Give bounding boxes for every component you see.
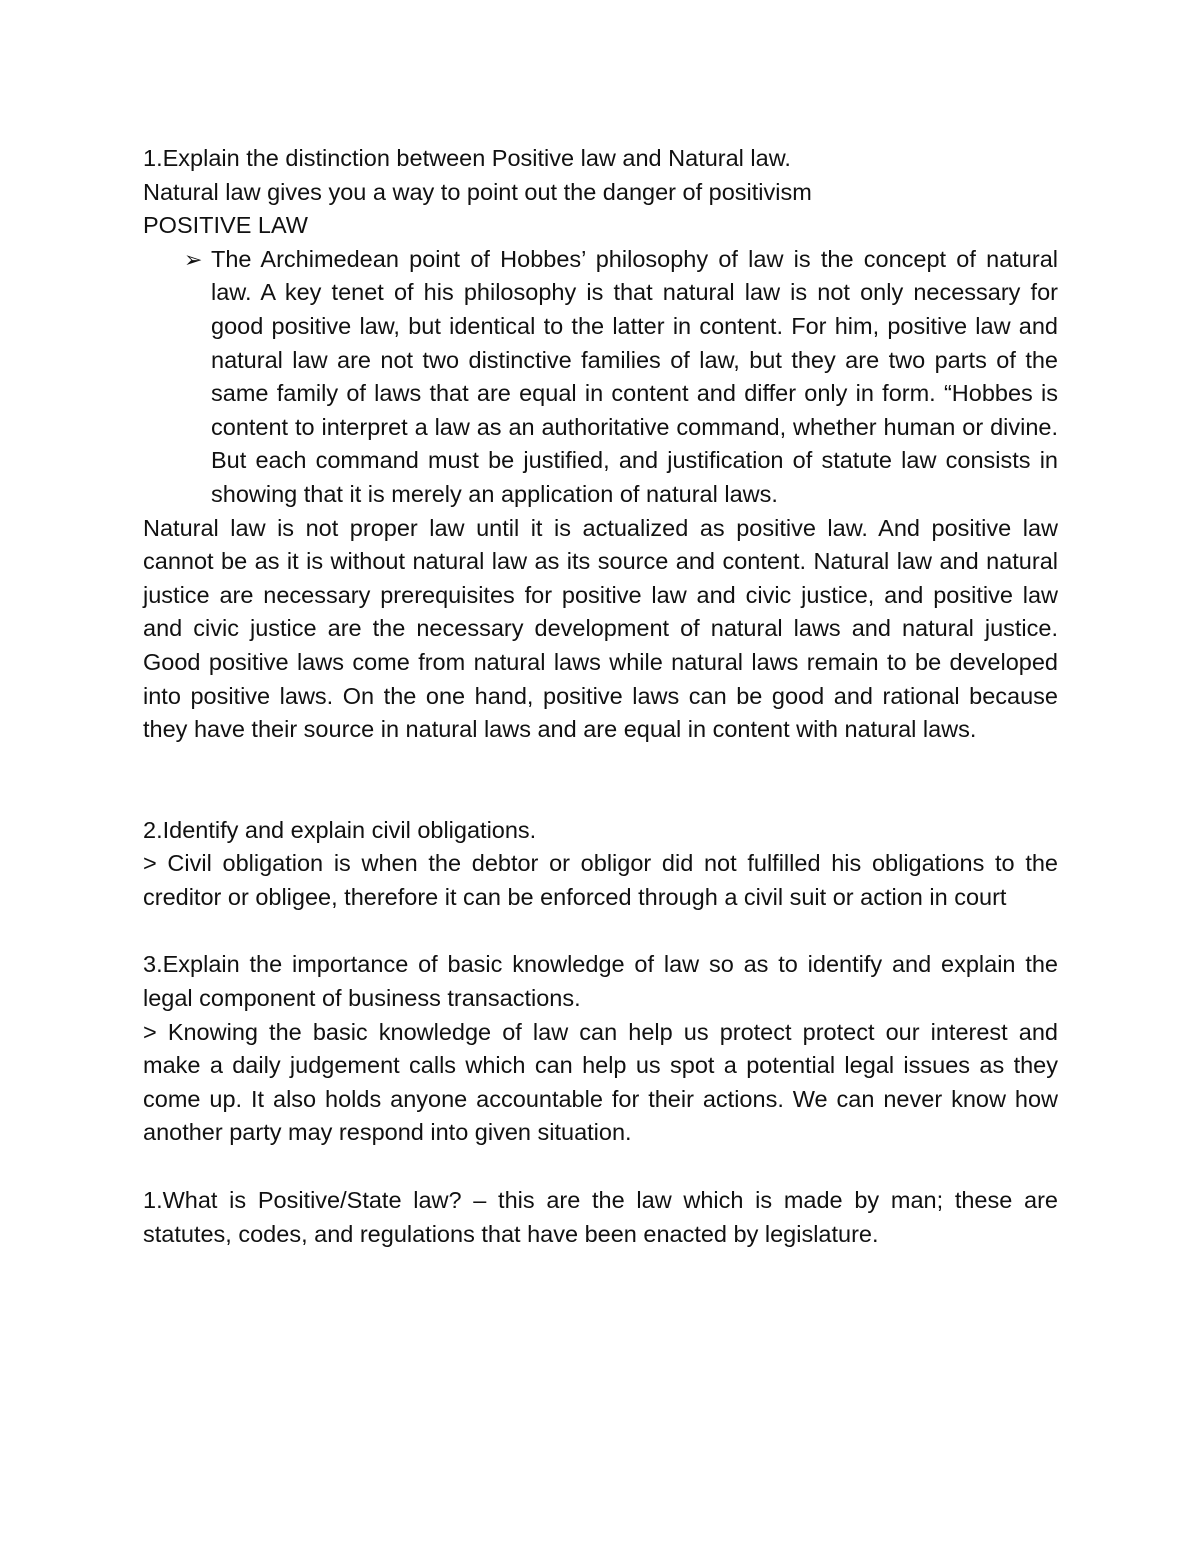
spacer xyxy=(143,747,1058,814)
spacer xyxy=(143,1150,1058,1184)
question-3-heading: 3.Explain the importance of basic knowledge of law so as to identify and explain the legal component of business transactions. xyxy=(143,951,1058,1012)
bullet-item xyxy=(143,243,1058,512)
question-3-answer: > Knowing the basic knowledge of law can help us protect protect our interest and make a daily judgement calls which can help us spot a potential legal issues as they come up. It also holds anyone accountable for their actions. We can never know how another party may respond into given situation. xyxy=(143,1018,1058,1146)
question-2-heading: 2.Identify and explain civil obligations. xyxy=(143,816,537,843)
question-4-text: 1.What is Positive/State law? – this are the law which is made by man; these are statutes, codes, and regulations that have been enacted by legislature. xyxy=(143,1187,1058,1247)
positive-law-heading: POSITIVE LAW xyxy=(143,212,308,239)
arrow-bullet-icon: ➢ xyxy=(184,246,203,272)
question-1-intro: Natural law gives you a way to point out the danger of positivism xyxy=(143,178,812,205)
question-1-paragraph: Natural law is not proper law until it is actualized as positive law. And positive law cannot be as it is without natural law as its source and content. Natural law and natural justice are necessary prerequisites for positive law and civic justice, and positive law and civic justice are the necessary development of natural laws and natural justice. Good positive laws come from natural laws while natural laws remain to be developed into positive laws. On the one hand, positive laws can be good and rational because they have their source in natural laws and are equal in content with natural laws. xyxy=(143,514,1058,743)
question-1-heading: 1.Explain the distinction between Positive law and Natural law. xyxy=(143,145,791,171)
document-body xyxy=(143,142,1058,1251)
question-2-answer: > Civil obligation is when the debtor or obligor did not fulfilled his obligations to the creditor or obligee, therefore it can be enforced through a civil suit or action in court xyxy=(143,850,1058,910)
bullet-text: The Archimedean point of Hobbes’ philosophy of law is the concept of natural law. A key tenet of his philosophy is that natural law is not only necessary for good positive law, but identical to the latter in content. For him, positive law and natural law are not two distinctive families of law, but they are two parts of the same family of laws that are equal in content and differ only in form. “Hobbes is content to interpret a law as an authoritative command, whether human or divine. But each command must be justified, and justification of statute law consists in showing that it is merely an application of natural laws. xyxy=(211,245,1058,507)
spacer xyxy=(143,914,1058,948)
